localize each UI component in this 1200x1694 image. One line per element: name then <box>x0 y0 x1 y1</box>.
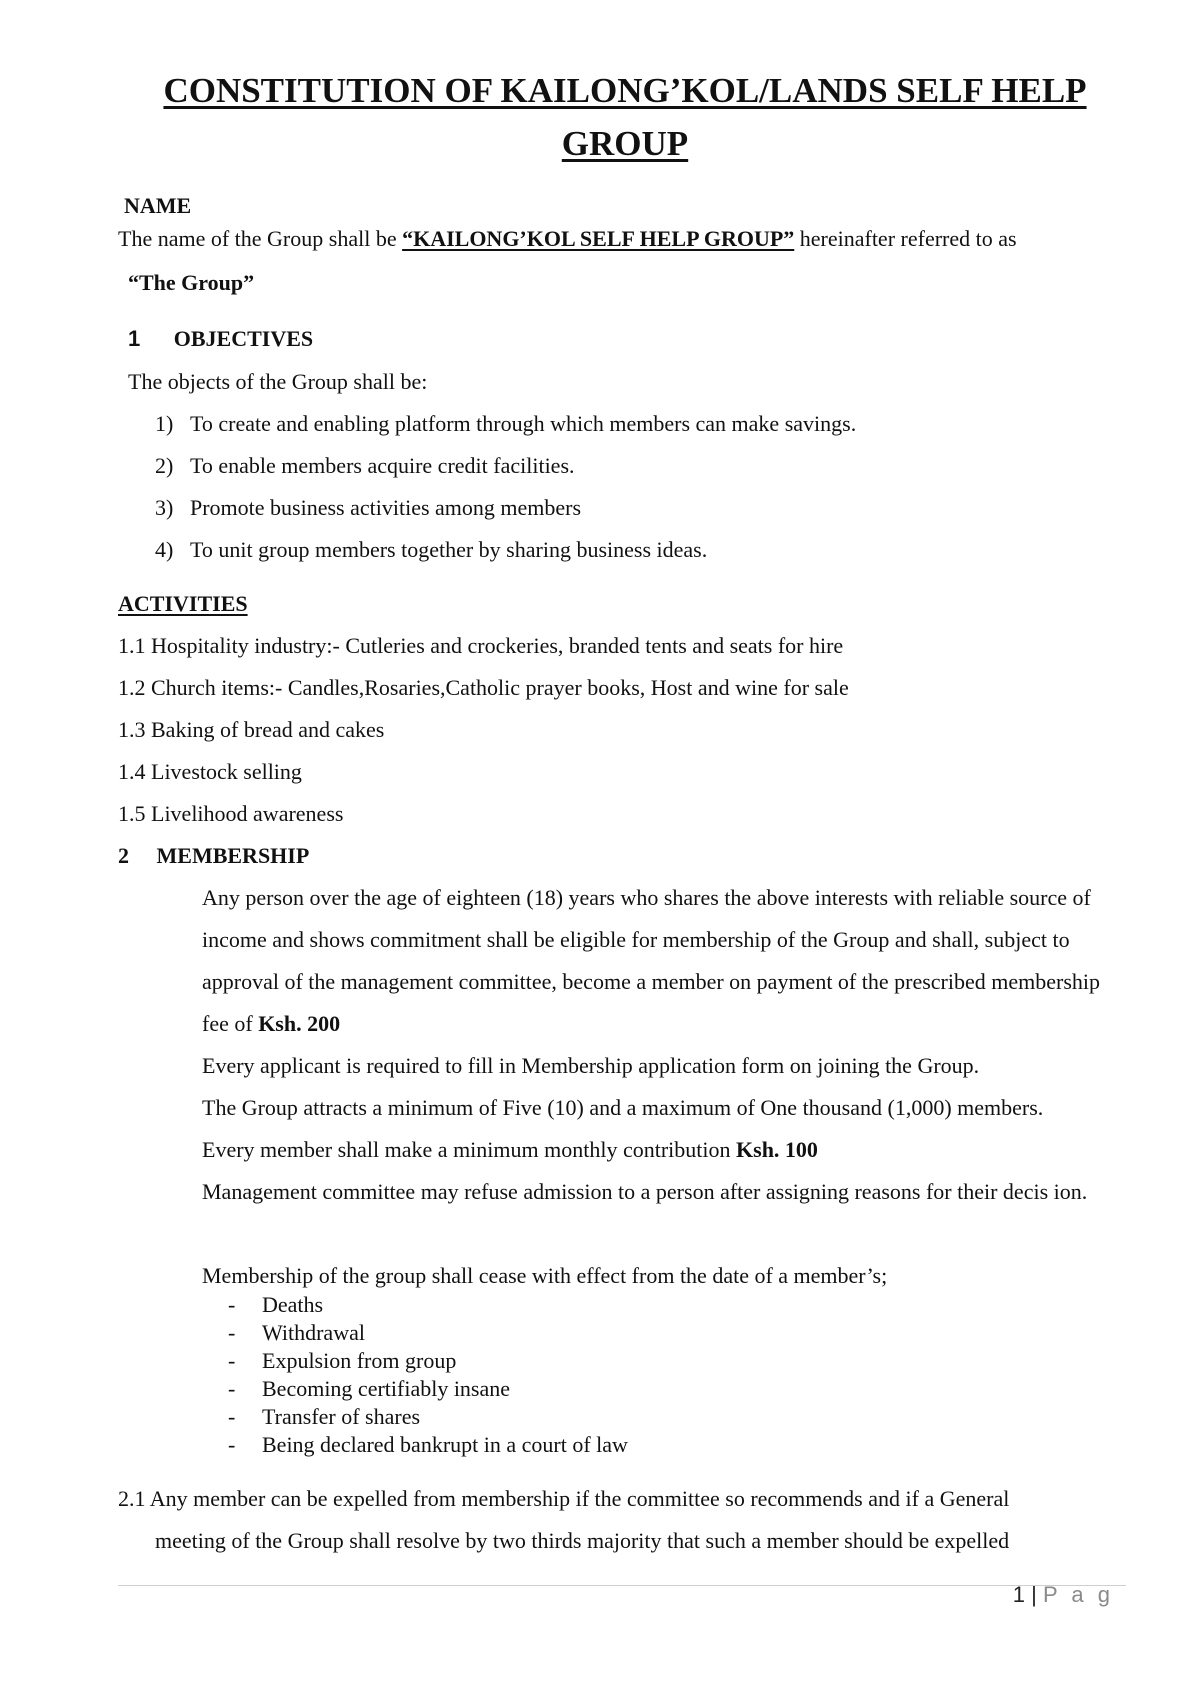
cease-reason-text: Deaths <box>262 1292 324 1317</box>
objective-text: To unit group members together by sharing business ideas. <box>190 537 708 562</box>
activity-item: 1.3 Baking of bread and cakes <box>118 717 385 742</box>
objectives-heading <box>128 326 313 352</box>
eligibility-text: Any person over the age of eighteen (18) years who shares the above interests with reliable source of income and shows commitment shall be eligible for membership of the Group and shall, subject to approval of the management committee, become a member on payment of the prescribed membership fee of <box>202 885 1101 1036</box>
membership-heading <box>118 843 309 869</box>
clause-number: 2.1 <box>118 1486 146 1511</box>
objective-text: To enable members acquire credit facilities. <box>190 453 575 478</box>
membership-contribution-paragraph <box>202 1137 818 1163</box>
objectives-title: OBJECTIVES <box>173 326 314 351</box>
membership-title: MEMBERSHIP <box>156 843 310 868</box>
name-heading: NAME <box>124 193 192 218</box>
group-name-text: “KAILONG’KOL SELF HELP GROUP” <box>402 226 795 251</box>
activity-item: 1.2 Church items:- Candles,Rosaries,Catholic prayer books, Host and wine for sale <box>118 675 849 700</box>
clause-2-1-line-2: meeting of the Group shall resolve by two thirds majority that such a member should be expelled <box>155 1528 1010 1553</box>
bullet-dash: - <box>228 1348 236 1373</box>
objectives-number: 1 <box>128 326 141 351</box>
footer-separator: | <box>1031 1582 1037 1607</box>
page-number: 1 <box>1012 1582 1026 1607</box>
objective-item <box>155 537 707 563</box>
cease-reason-item <box>228 1404 420 1430</box>
page-label: P a g <box>1043 1582 1114 1607</box>
name-sentence-prefix: The name of the Group shall be <box>118 226 403 251</box>
activity-item: 1.5 Livelihood awareness <box>118 801 344 826</box>
contribution-text: Every member shall make a minimum monthly contribution <box>202 1137 737 1162</box>
objective-marker: 1) <box>155 411 174 436</box>
membership-size-paragraph: The Group attracts a minimum of Five (10) and a maximum of One thousand (1,000) members. <box>202 1095 1044 1120</box>
cease-reason-text: Withdrawal <box>262 1320 365 1345</box>
objective-marker: 2) <box>155 453 174 478</box>
objective-item <box>155 453 575 479</box>
name-sentence-suffix: hereinafter referred to as <box>794 226 1017 251</box>
group-short-name: “The Group” <box>128 270 255 295</box>
objective-marker: 3) <box>155 495 174 520</box>
cease-reason-text: Expulsion from group <box>262 1348 457 1373</box>
bullet-dash: - <box>228 1404 236 1429</box>
document-title: CONSTITUTION OF KAILONG’KOL/LANDS SELF HELP GROUP <box>163 71 1087 163</box>
membership-application-paragraph: Every applicant is required to fill in Membership application form on joining the Group. <box>202 1053 980 1078</box>
membership-eligibility-paragraph <box>202 877 1132 1045</box>
cease-reason-text: Being declared bankrupt in a court of law <box>262 1432 628 1457</box>
objective-text: To create and enabling platform through which members can make savings. <box>190 411 857 436</box>
objectives-intro: The objects of the Group shall be: <box>128 369 428 394</box>
page-footer <box>1013 1582 1114 1608</box>
clause-text: Any member can be expelled from membership if the committee so recommends and if a General <box>149 1486 1010 1511</box>
bullet-dash: - <box>228 1432 236 1457</box>
membership-cessation-paragraph: Membership of the group shall cease with effect from the date of a member’s; <box>202 1263 888 1288</box>
name-sentence <box>118 226 1017 252</box>
bullet-dash: - <box>228 1376 236 1401</box>
objective-item <box>155 411 856 437</box>
cease-reason-item <box>228 1432 628 1458</box>
membership-fee: Ksh. 200 <box>258 1011 341 1036</box>
activity-item: 1.4 Livestock selling <box>118 759 302 784</box>
objective-marker: 4) <box>155 537 174 562</box>
cease-reason-item <box>228 1292 323 1318</box>
clause-2-1-line-1 <box>118 1486 1009 1512</box>
membership-refusal-paragraph: Management committee may refuse admission to a person after assigning reasons for their decis ion. <box>202 1179 1088 1204</box>
objective-item <box>155 495 581 521</box>
membership-number: 2 <box>118 843 129 868</box>
cease-reason-text: Becoming certifiably insane <box>262 1376 511 1401</box>
contribution-amount: Ksh. 100 <box>736 1137 818 1162</box>
bullet-dash: - <box>228 1320 236 1345</box>
objective-text: Promote business activities among members <box>190 495 582 520</box>
cease-reason-item <box>228 1320 365 1346</box>
activity-item: 1.1 Hospitality industry:- Cutleries and crockeries, branded tents and seats for hire <box>118 633 844 658</box>
bullet-dash: - <box>228 1292 236 1317</box>
cease-reason-text: Transfer of shares <box>262 1404 421 1429</box>
activities-heading: ACTIVITIES <box>118 591 248 616</box>
cease-reason-item <box>228 1376 510 1402</box>
footer-divider <box>118 1585 1126 1586</box>
cease-reason-item <box>228 1348 456 1374</box>
group-name <box>402 226 794 251</box>
